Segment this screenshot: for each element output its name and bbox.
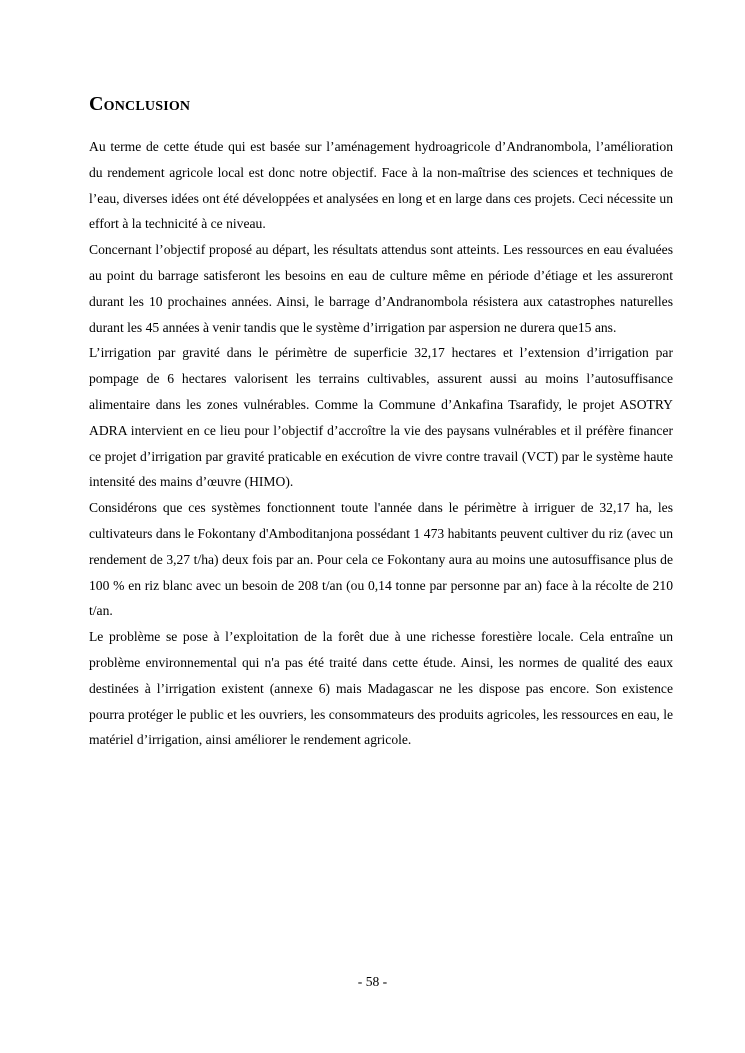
paragraph-3: L’irrigation par gravité dans le périmètre de superficie 32,17 hectares et l’extension d’irrigation par pompage de 6 hectares valorisent les terrains cultivables, assurent aussi au moins l’autosuffisance alimentaire dans les zones vulnérables. Comme la Commune d’Ankafina Tsarafidy, le projet ASOTRY ADRA intervient en ce lieu pour l’objectif d’accroître la vie des paysans vulnérables et il préfère financer ce projet d’irrigation par gravité praticable en exécution de vivre contre travail (VCT) par le système haute intensité des mains d’œuvre (HIMO). xyxy=(89,345,673,490)
paragraph-2: Concernant l’objectif proposé au départ, les résultats attendus sont atteints. Les ressources en eau évaluées au point du barrage satisferont les besoins en eau de culture même en période d’étiage et les assureront durant les 10 prochaines années. Ainsi, le barrage d’Andranombola résistera aux catastrophes naturelles durant les 45 années à venir tandis que le système d’irrigation par aspersion ne durera que15 ans. xyxy=(89,242,673,335)
page-number: - 58 - xyxy=(357,974,388,989)
paragraph-4: Considérons que ces systèmes fonctionnent toute l'année dans le périmètre à irriguer de 32,17 ha, les cultivateurs dans le Fokontany d'Amboditanjona possédant 1 473 habitants peuvent cultiver du riz (avec un rendement de 3,27 t/ha) deux fois par an. Pour cela ce Fokontany aura au moins une autosuffisance plus de 100 % en riz blanc avec un besoin de 208 t/an (ou 0,14 tonne par personne par an) face à la récolte de 210 t/an. xyxy=(89,500,673,619)
body-text xyxy=(89,134,673,753)
paragraph-1: Au terme de cette étude qui est basée sur l’aménagement hydroagricole d’Andranombola, l’amélioration du rendement agricole local est donc notre objectif. Face à la non-maîtrise des sciences et techniques de l’eau, diverses idées ont été développées et analysées en long et en large dans ces projets. Ceci nécessite un effort à la technicité à ce niveau. xyxy=(89,139,673,232)
page-title: Conclusion xyxy=(89,93,191,115)
paragraph-5: Le problème se pose à l’exploitation de la forêt due à une richesse forestière locale. Cela entraîne un problème environnemental qui n'a pas été traité dans cette étude. Ainsi, les normes de qualité des eaux destinées à l’irrigation existent (annexe 6) mais Madagascar ne les dispose pas encore. Son existence pourra protéger le public et les ouvriers, les consommateurs des produits agricoles, les ressources en eau, le matériel d’irrigation, ainsi améliorer le rendement agricole. xyxy=(89,629,673,748)
